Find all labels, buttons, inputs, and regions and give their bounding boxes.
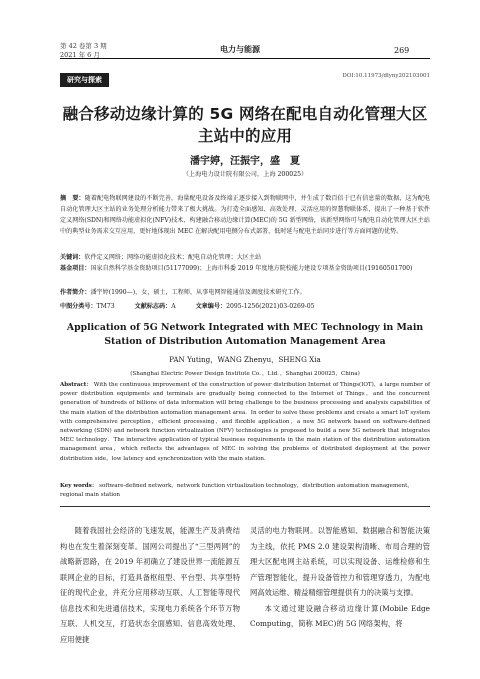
section-tag: 研究与探索 — [60, 73, 109, 87]
fund-cn — [60, 264, 430, 275]
body-paragraph: 本文通过建设融合移动边缘计算(Mobile Edge Computing，简称 MEC)的 5G 网络架构，将 — [250, 603, 430, 628]
page-number: 269 — [394, 46, 410, 55]
body-column-right — [250, 523, 430, 632]
doc-code-value: A — [171, 303, 176, 310]
abstract-cn-text: 随着配电物联网建设的不断完善，海量配电设备及终端正逐步接入到物联网中，并生成了数百倍于已有信息量的数据，这为配电自动化管理大区主站的业务处理分析能力带来了极大挑战。为打造全面感知、高效处理、灵活应用的智慧物联体系，提出了一种基于软件定义网络(SDN)和网络功能虚拟化(NFV)技术、构建融合移动边缘计算(MEC)的 5G 新型网络，该新型网络可与配电自动化管理大区主站中的典型业务需求交互应用，更好地体现出 MEC 在解决配用电侧分布式部署、低时延与配电主站同步进行等方面问题的优势。 — [60, 195, 430, 235]
abstract-cn-label: 摘 要： — [60, 195, 85, 202]
fund-cn-label: 基金项目： — [60, 265, 91, 272]
authors-cn: 潘宇婷，汪振宇，盛 夏 — [190, 156, 300, 167]
clc-value: TM73 — [96, 303, 115, 310]
header-rule — [60, 58, 430, 59]
page-title: 融合移动边缘计算的 5G 网络在配电自动化管理大区主站中的应用 — [62, 105, 428, 145]
section-divider — [60, 506, 430, 507]
author-intro-text: 潘宇婷(1990—)，女，硕士，工程师，从事电网智能通信及调度技术研究工作。 — [90, 289, 306, 296]
keywords-en — [60, 482, 430, 500]
keywords-cn-label: 关键词： — [60, 254, 85, 261]
affiliation-en: (Shanghai Electric Power Design Institute Co．，Ltd．，Shanghai 200025，China) — [130, 371, 360, 377]
article-no-label: 文章编号： — [195, 303, 227, 310]
doi-text: DOI:10.11973/dlyny202103001 — [342, 73, 430, 79]
abstract-en — [60, 381, 430, 464]
keywords-cn-text: 软件定义网络；网络功能虚拟化技术；配电自动化管理；大区主站 — [84, 254, 262, 261]
keywords-cn — [60, 253, 430, 264]
volume-text: 第 42 卷第 3 期 — [60, 42, 107, 50]
classification-row — [60, 302, 430, 312]
author-intro-cn — [60, 288, 430, 299]
clc-label: 中图分类号： — [60, 303, 97, 310]
journal-name: 电力与能源 — [220, 45, 260, 54]
abstract-en-text: With the continuous improvement of the construction of power distribution Internet of Things(IOT)，a large number of power distribution equipments and terminals are gradually being connected to the Internet of Things，and the concurrent generation of hundreds of billions of data information will bring challenge to the business processing and analysis capabilities of the main station of the distribution automation management area．In order to solve these problems and create a smart IoT system with comprehensive perception，efficient processing，and flexible application，a new 5G network based on software-defined networking (SDN) and network function virtualization (NFV) technologies is proposed to build a new 5G network that integrates MEC technology．The interactive application of typical business requirements in the main station of the distribution automation management area，which reflects the advantages of MEC in solving the problems of distributed deployment at the power distribution side，low latency and synchronization with the main station． — [60, 382, 431, 462]
author-intro-label: 作者简介： — [60, 289, 91, 296]
keywords-en-label: Key words： — [60, 483, 98, 489]
keywords-en-text: software-defined network，network function virtualization technology，distribution automation management，regional main station — [60, 483, 413, 499]
body-column-left: 随着我国社会经济的飞速发展，能源生产及消费结构也在发生着深刻变革。国网公司提出了“三型两网”的战略新思路，在 2019 年初确立了建设世界一流能源互联网企业的目标，打造具备枢纽型、平台型、共享型特征的现代企业，并充分应用移动互联、人工智能等现代信息技术和先进通信技术，实现电力系统各个环节万物互联、人机交互，打造状态全面感知、信息高效处理、应用便捷 — [60, 526, 240, 644]
article-no-value: 2095-1256(2021)03-0269-05 — [226, 303, 315, 310]
body-paragraph: 灵活的电力物联网。以智能感知、数据融合和智能决策为主线，依托 PMS 2.0 建设架构清晰、布局合理的管理大区配电网主站系统，可以实现设备、运维检修和生产管理智能化，提升设备管控力和管理穿透力，为配电网高效运维、精益精细管理提供有力的决策与支撑。 — [250, 526, 430, 597]
affiliation-cn: （上海电力设计院有限公司，上海 200025） — [182, 171, 308, 178]
doc-code-label: 文献标志码： — [134, 303, 172, 310]
authors-en: PAN Yuting，WANG Zhenyu，SHENG Xia — [169, 355, 321, 364]
abstract-cn — [60, 194, 430, 238]
abstract-en-label: Abstract： — [60, 382, 92, 388]
fund-cn-text: 国家自然科学基金资助项目(51177099)；上海市科委 2019 年度地方院校能力建设专项基金资助项目(19160501700) — [90, 265, 413, 272]
date-text: 2021 年 6 月 — [60, 51, 100, 59]
title-en: Application of 5G Network Integrated with MEC Technology in Main Station of Distribution Automation Management Area — [66, 322, 424, 347]
